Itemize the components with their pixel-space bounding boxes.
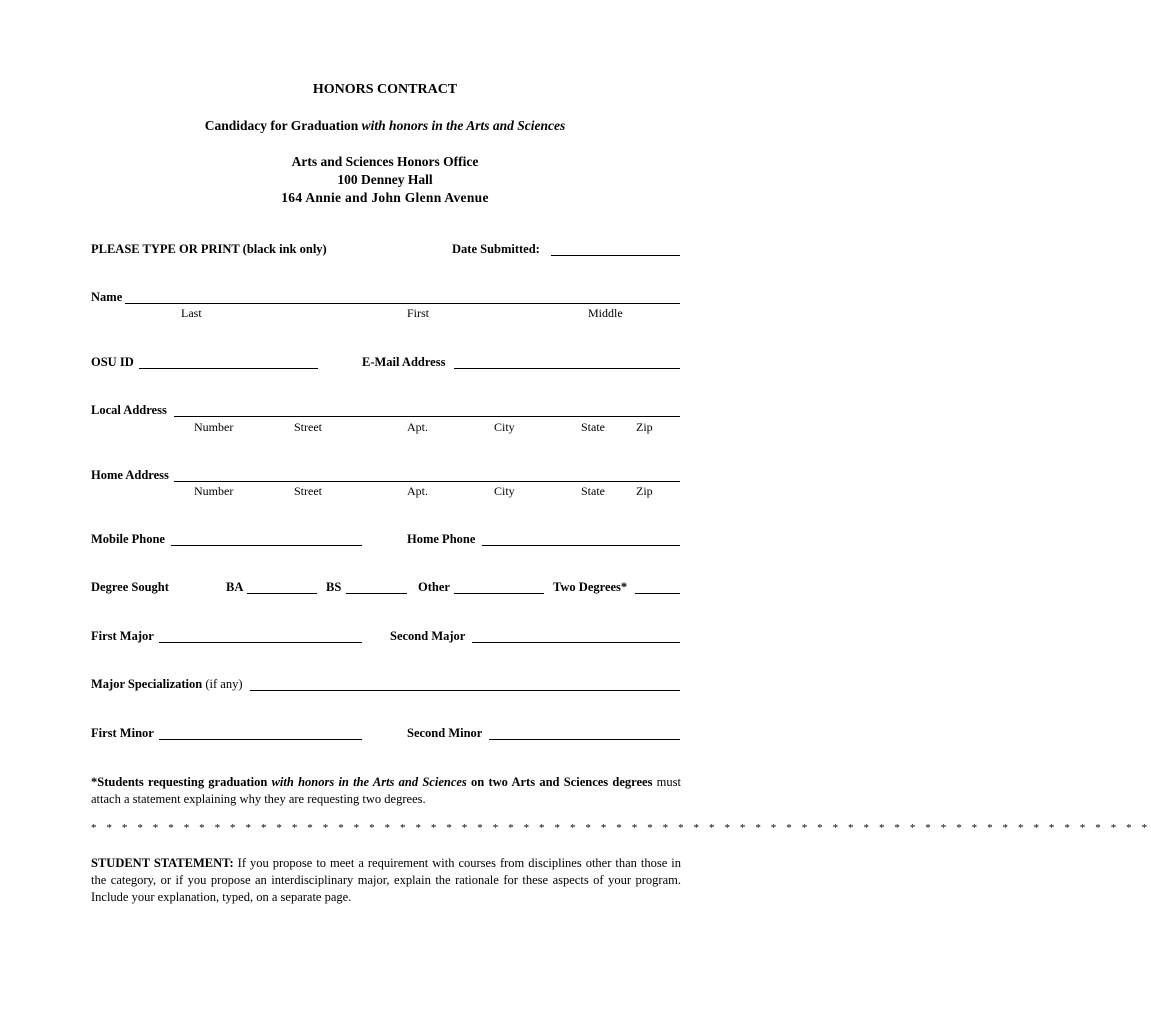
other-field[interactable] [454, 593, 544, 594]
form-title: HONORS CONTRACT [312, 82, 458, 97]
office-street: 164 Annie and John Glenn Avenue [281, 190, 489, 205]
mobile-phone-field[interactable] [171, 545, 362, 546]
name-sub-middle: Middle [588, 306, 623, 320]
second-major-label: Second Major [390, 629, 466, 643]
bs-label: BS [326, 580, 342, 594]
home-sub-zip: Zip [636, 484, 653, 498]
major-specialization-field[interactable] [250, 690, 680, 691]
home-phone-field[interactable] [482, 545, 680, 546]
email-label: E-Mail Address [362, 355, 446, 369]
two-degrees-footnote: *Students requesting graduation with honors in the Arts and Sciences on two Arts and Sciences degrees must attach a statement explaining why they are requesting two degrees. [91, 775, 681, 806]
home-phone-label: Home Phone [407, 532, 476, 546]
local-sub-apt: Apt. [407, 420, 428, 434]
asterisk-separator: * * * * * * * * * * * * * * * * * * * * * * * * * * * * * * * * * * * * * * * * * * * * * * * * * * * * * * * * * * * * * * * * * * * * * [91, 822, 1151, 834]
bs-field[interactable] [346, 593, 407, 594]
name-label: Name [91, 290, 123, 304]
other-label: Other [418, 580, 450, 594]
local-sub-zip: Zip [636, 420, 653, 434]
print-instruction: PLEASE TYPE OR PRINT (black ink only) [91, 242, 327, 256]
degree-sought-label: Degree Sought [91, 580, 169, 594]
local-sub-state: State [581, 420, 605, 434]
home-sub-number: Number [194, 484, 234, 498]
first-major-label: First Major [91, 629, 154, 643]
ba-label: BA [226, 580, 244, 594]
second-minor-field[interactable] [489, 739, 680, 740]
first-minor-field[interactable] [159, 739, 362, 740]
office-name: Arts and Sciences Honors Office [291, 154, 479, 169]
email-field[interactable] [454, 368, 680, 369]
form-subtitle: Candidacy for Graduation with honors in the Arts and Sciences [204, 118, 566, 133]
home-sub-street: Street [294, 484, 322, 498]
second-minor-label: Second Minor [407, 726, 483, 740]
home-sub-apt: Apt. [407, 484, 428, 498]
name-field[interactable] [125, 303, 680, 304]
local-sub-number: Number [194, 420, 234, 434]
osu-id-field[interactable] [139, 368, 318, 369]
first-major-field[interactable] [159, 642, 362, 643]
local-sub-street: Street [294, 420, 322, 434]
first-minor-label: First Minor [91, 726, 154, 740]
name-sub-last: Last [181, 306, 202, 320]
mobile-phone-label: Mobile Phone [91, 532, 165, 546]
two-degrees-field[interactable] [635, 593, 680, 594]
office-hall: 100 Denney Hall [337, 172, 433, 187]
home-sub-state: State [581, 484, 605, 498]
student-statement: STUDENT STATEMENT: If you propose to meet a requirement with courses from disciplines other than those in the category, or if you propose an interdisciplinary major, explain the rationale for these aspects of your program. Include your explanation, typed, on a separate page. [91, 856, 681, 904]
major-specialization-label: Major Specialization (if any) [91, 677, 243, 691]
home-address-label: Home Address [91, 468, 169, 482]
local-sub-city: City [494, 420, 515, 434]
home-sub-city: City [494, 484, 515, 498]
ba-field[interactable] [247, 593, 317, 594]
local-address-label: Local Address [91, 403, 167, 417]
name-sub-first: First [407, 306, 430, 320]
home-address-field[interactable] [174, 481, 680, 482]
date-submitted-field[interactable] [551, 255, 680, 256]
date-submitted-label: Date Submitted: [452, 242, 540, 256]
osu-id-label: OSU ID [91, 355, 134, 369]
second-major-field[interactable] [472, 642, 680, 643]
local-address-field[interactable] [174, 416, 680, 417]
two-degrees-label: Two Degrees* [553, 580, 628, 594]
